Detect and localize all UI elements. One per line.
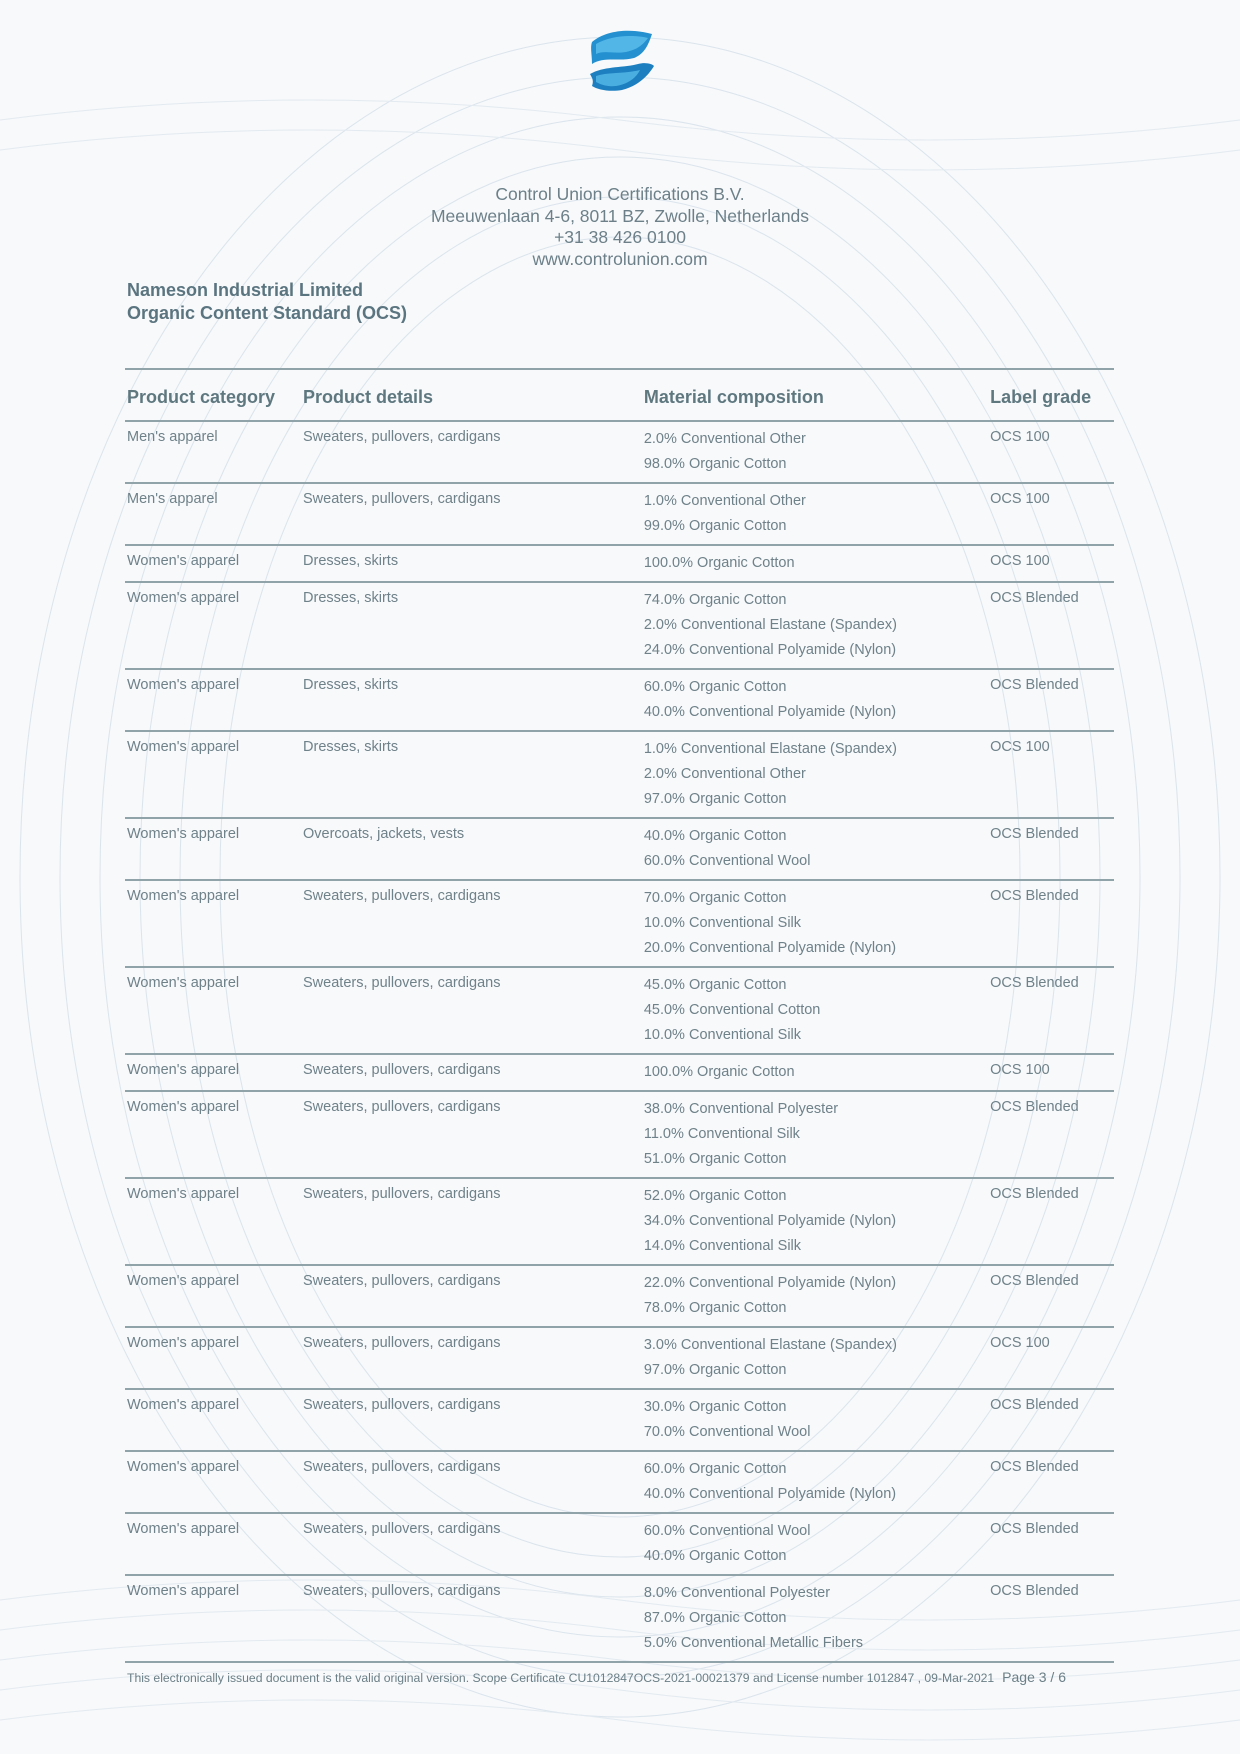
cell-product-category: Women's apparel <box>127 1583 240 1599</box>
material-line: 78.0% Organic Cotton <box>643 1300 787 1316</box>
cell-label-grade: OCS Blended <box>990 1273 1079 1289</box>
cell-product-category: Women's apparel <box>127 888 240 904</box>
cell-label-grade: OCS Blended <box>990 1397 1079 1413</box>
cell-label-grade: OCS Blended <box>990 1521 1079 1537</box>
material-line: 1.0% Conventional Elastane (Spandex) <box>643 741 897 757</box>
cell-product-details: Sweaters, pullovers, cardigans <box>303 1099 501 1115</box>
material-line: 2.0% Conventional Other <box>643 766 806 782</box>
cell-product-category: Women's apparel <box>127 826 240 842</box>
cell-product-details: Overcoats, jackets, vests <box>303 826 465 842</box>
cell-product-category: Women's apparel <box>127 1273 240 1289</box>
cell-label-grade: OCS 100 <box>990 491 1050 507</box>
material-line: 100.0% Organic Cotton <box>643 555 795 571</box>
cell-product-category: Women's apparel <box>127 739 240 755</box>
table-header-row <box>125 369 1114 421</box>
cell-product-category: Women's apparel <box>127 1062 240 1078</box>
material-line: 60.0% Conventional Wool <box>643 1523 811 1539</box>
page-number: Page 3 / 6 <box>1002 1669 1066 1685</box>
cell-product-details: Sweaters, pullovers, cardigans <box>303 1521 501 1537</box>
material-line: 5.0% Conventional Metallic Fibers <box>643 1635 864 1651</box>
cell-material-composition <box>642 421 988 483</box>
header-product-details: Product details <box>303 386 434 407</box>
material-line: 87.0% Organic Cotton <box>643 1610 787 1626</box>
cell-product-details: Dresses, skirts <box>303 553 399 569</box>
issuer-name: Control Union Certifications B.V. <box>495 184 745 204</box>
cell-material-composition <box>642 1513 988 1575</box>
cell-material-composition <box>642 582 988 669</box>
cell-product-category: Women's apparel <box>127 1397 240 1413</box>
footer-validity-text: This electronically issued document is the valid original version. Scope Certificate CU1012847OCS-2021-00021379 and License number 1012847 , 09-Mar-2021 <box>127 1671 995 1685</box>
cell-material-composition <box>642 1327 988 1389</box>
header-label-grade: Label grade <box>990 386 1092 407</box>
cell-material-composition <box>642 818 988 880</box>
table-row <box>125 483 1114 545</box>
material-line: 70.0% Organic Cotton <box>643 890 787 906</box>
cell-product-details: Dresses, skirts <box>303 590 399 606</box>
cell-material-composition <box>642 669 988 731</box>
table-row <box>125 1389 1114 1451</box>
issuer-address: Meeuwenlaan 4-6, 8011 BZ, Zwolle, Netherlands <box>430 205 810 226</box>
table-row <box>125 582 1114 669</box>
cell-product-category: Women's apparel <box>127 677 240 693</box>
cell-label-grade: OCS Blended <box>990 590 1079 606</box>
material-line: 51.0% Organic Cotton <box>643 1151 787 1167</box>
cell-product-category: Women's apparel <box>127 1186 240 1202</box>
material-line: 34.0% Conventional Polyamide (Nylon) <box>643 1213 897 1229</box>
material-line: 40.0% Conventional Polyamide (Nylon) <box>643 704 897 720</box>
table-row <box>125 1513 1114 1575</box>
table-row <box>125 1265 1114 1327</box>
material-line: 52.0% Organic Cotton <box>643 1188 787 1204</box>
cell-label-grade: OCS 100 <box>990 1062 1050 1078</box>
table-row <box>125 967 1114 1054</box>
table-row <box>125 545 1114 582</box>
table-row <box>125 1178 1114 1265</box>
material-line: 20.0% Conventional Polyamide (Nylon) <box>643 940 897 956</box>
cell-product-category: Women's apparel <box>127 1335 240 1351</box>
issuer-phone: +31 38 426 0100 <box>554 227 686 247</box>
table-row <box>125 1327 1114 1389</box>
cell-material-composition <box>642 1178 988 1265</box>
cell-product-details: Dresses, skirts <box>303 677 399 693</box>
cell-label-grade: OCS Blended <box>990 826 1079 842</box>
material-line: 10.0% Conventional Silk <box>643 915 802 931</box>
material-line: 22.0% Conventional Polyamide (Nylon) <box>643 1275 897 1291</box>
cell-product-category: Men's apparel <box>127 429 218 445</box>
header-product-category: Product category <box>127 386 276 407</box>
cell-label-grade: OCS Blended <box>990 1099 1079 1115</box>
table-row <box>125 731 1114 818</box>
table-body <box>125 421 1114 1662</box>
cell-label-grade: OCS 100 <box>990 739 1050 755</box>
material-line: 40.0% Organic Cotton <box>643 1548 787 1564</box>
control-union-wave-logo-icon <box>586 24 658 96</box>
material-line: 45.0% Conventional Cotton <box>643 1002 821 1018</box>
material-line: 14.0% Conventional Silk <box>643 1238 802 1254</box>
cell-material-composition <box>642 545 988 582</box>
certificate-holder <box>127 279 407 325</box>
table-row <box>125 1575 1114 1662</box>
material-line: 24.0% Conventional Polyamide (Nylon) <box>643 642 897 658</box>
cell-material-composition <box>642 1575 988 1662</box>
cell-material-composition <box>642 1389 988 1451</box>
cell-product-details: Sweaters, pullovers, cardigans <box>303 888 501 904</box>
cell-product-category: Women's apparel <box>127 1099 240 1115</box>
cell-product-details: Sweaters, pullovers, cardigans <box>303 1273 501 1289</box>
material-line: 60.0% Organic Cotton <box>643 679 787 695</box>
material-line: 60.0% Conventional Wool <box>643 853 811 869</box>
material-line: 10.0% Conventional Silk <box>643 1027 802 1043</box>
cell-material-composition <box>642 967 988 1054</box>
cell-product-details: Sweaters, pullovers, cardigans <box>303 429 501 445</box>
cell-product-details: Sweaters, pullovers, cardigans <box>303 975 501 991</box>
cell-product-details: Sweaters, pullovers, cardigans <box>303 1583 501 1599</box>
cell-product-category: Women's apparel <box>127 590 240 606</box>
table-row <box>125 1054 1114 1091</box>
cell-product-category: Women's apparel <box>127 975 240 991</box>
cell-product-details: Dresses, skirts <box>303 739 399 755</box>
material-line: 3.0% Conventional Elastane (Spandex) <box>643 1337 897 1353</box>
cell-product-details: Sweaters, pullovers, cardigans <box>303 491 501 507</box>
holder-company: Nameson Industrial Limited <box>127 280 364 300</box>
cell-material-composition <box>642 731 988 818</box>
table-row <box>125 880 1114 967</box>
material-line: 98.0% Organic Cotton <box>643 456 787 472</box>
material-line: 45.0% Organic Cotton <box>643 977 787 993</box>
cell-label-grade: OCS Blended <box>990 888 1079 904</box>
material-line: 1.0% Conventional Other <box>643 493 806 509</box>
material-line: 97.0% Organic Cotton <box>643 1362 787 1378</box>
material-line: 40.0% Conventional Polyamide (Nylon) <box>643 1486 897 1502</box>
material-line: 97.0% Organic Cotton <box>643 791 787 807</box>
cell-product-category: Women's apparel <box>127 1521 240 1537</box>
cell-material-composition <box>642 483 988 545</box>
table-row <box>125 421 1114 483</box>
material-line: 38.0% Conventional Polyester <box>643 1101 839 1117</box>
cell-label-grade: OCS Blended <box>990 677 1079 693</box>
material-line: 70.0% Conventional Wool <box>643 1424 811 1440</box>
material-line: 2.0% Conventional Elastane (Spandex) <box>643 617 897 633</box>
cell-label-grade: OCS Blended <box>990 975 1079 991</box>
cell-label-grade: OCS 100 <box>990 1335 1050 1351</box>
material-line: 99.0% Organic Cotton <box>643 518 787 534</box>
cell-material-composition <box>642 1054 988 1091</box>
material-line: 8.0% Conventional Polyester <box>643 1585 831 1601</box>
cell-product-details: Sweaters, pullovers, cardigans <box>303 1397 501 1413</box>
material-line: 100.0% Organic Cotton <box>643 1064 795 1080</box>
cell-material-composition <box>642 1091 988 1178</box>
product-scope-table <box>125 368 1114 1663</box>
header-material-composition: Material composition <box>643 386 824 407</box>
table-row <box>125 1451 1114 1513</box>
issuer-website[interactable]: www.controlunion.com <box>532 248 708 269</box>
cell-label-grade: OCS Blended <box>990 1186 1079 1202</box>
table-row <box>125 669 1114 731</box>
issuer-block <box>0 184 1240 270</box>
holder-standard: Organic Content Standard (OCS) <box>127 303 408 323</box>
table-row <box>125 1091 1114 1178</box>
footer <box>127 1669 1117 1685</box>
cell-product-category: Women's apparel <box>127 1459 240 1475</box>
cell-product-details: Sweaters, pullovers, cardigans <box>303 1186 501 1202</box>
cell-product-category: Men's apparel <box>127 491 218 507</box>
material-line: 60.0% Organic Cotton <box>643 1461 787 1477</box>
cell-material-composition <box>642 880 988 967</box>
material-line: 30.0% Organic Cotton <box>643 1399 787 1415</box>
material-line: 40.0% Organic Cotton <box>643 828 787 844</box>
material-line: 2.0% Conventional Other <box>643 431 806 447</box>
cell-label-grade: OCS 100 <box>990 429 1050 445</box>
cell-product-details: Sweaters, pullovers, cardigans <box>303 1335 501 1351</box>
cell-label-grade: OCS Blended <box>990 1459 1079 1475</box>
cell-product-details: Sweaters, pullovers, cardigans <box>303 1062 501 1078</box>
cell-product-details: Sweaters, pullovers, cardigans <box>303 1459 501 1475</box>
cell-material-composition <box>642 1265 988 1327</box>
cell-material-composition <box>642 1451 988 1513</box>
material-line: 11.0% Conventional Silk <box>643 1126 800 1142</box>
cell-label-grade: OCS 100 <box>990 553 1050 569</box>
cell-label-grade: OCS Blended <box>990 1583 1079 1599</box>
material-line: 74.0% Organic Cotton <box>643 592 787 608</box>
cell-product-category: Women's apparel <box>127 553 240 569</box>
table-row <box>125 818 1114 880</box>
